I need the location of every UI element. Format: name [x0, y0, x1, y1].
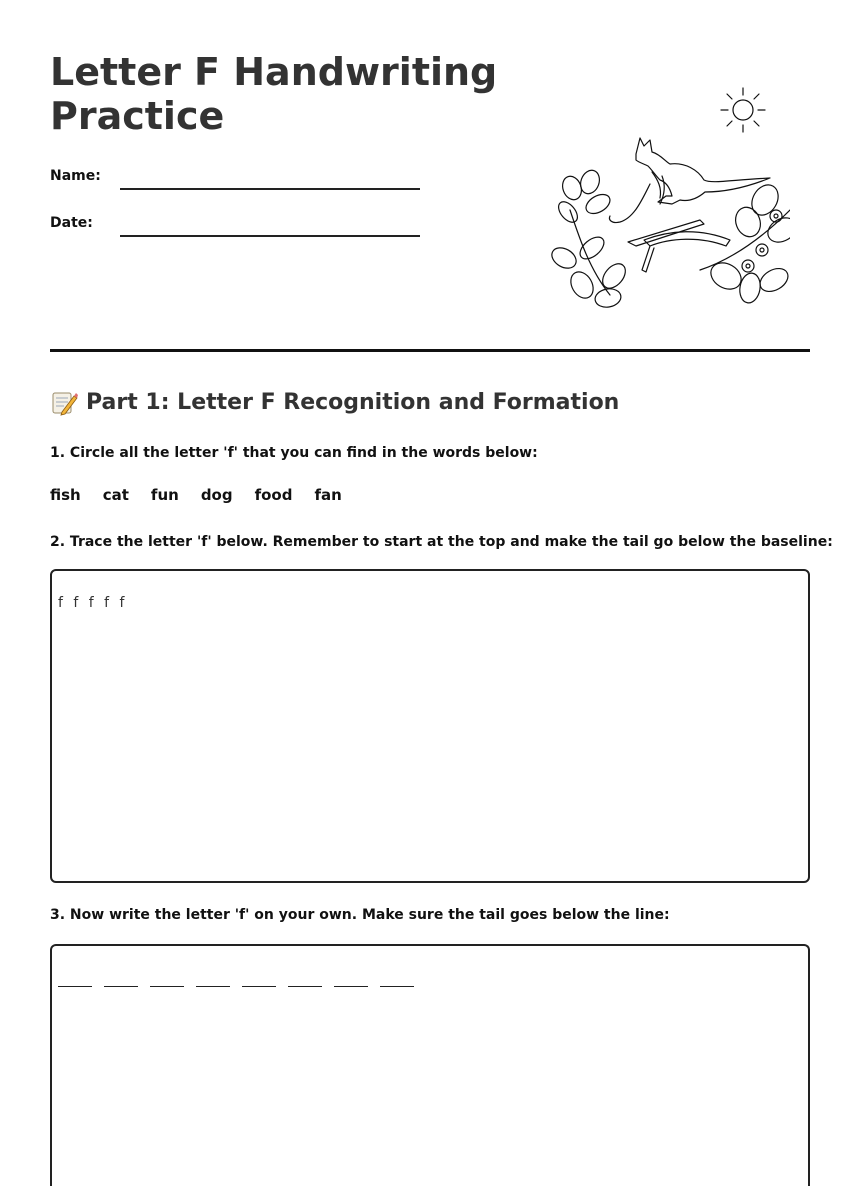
question-1: 1. Circle all the letter 'f' that you can find in the words below:	[50, 445, 538, 461]
word-item[interactable]: cat	[102, 486, 129, 504]
write-blank[interactable]	[104, 968, 138, 987]
memo-icon	[50, 388, 78, 416]
name-field[interactable]	[50, 160, 420, 190]
sun-icon	[721, 88, 765, 132]
worksheet-page	[50, 0, 833, 1161]
question-3: 3. Now write the letter 'f' on your own. Make sure the tail goes below the line:	[50, 907, 670, 923]
date-field[interactable]	[50, 207, 420, 237]
word-item[interactable]: fan	[314, 486, 342, 504]
header-divider	[50, 349, 810, 352]
write-blank[interactable]	[150, 968, 184, 987]
write-blank[interactable]	[380, 968, 414, 987]
question-2: 2. Trace the letter 'f' below. Remember to start at the top and make the tail go below the baseline:	[50, 534, 833, 550]
write-blank[interactable]	[242, 968, 276, 987]
write-blank[interactable]	[334, 968, 368, 987]
kangaroo-icon	[609, 138, 770, 223]
name-label: Name:	[50, 168, 101, 184]
word-item[interactable]: fun	[150, 486, 179, 504]
part1-title	[50, 388, 619, 416]
write-blank[interactable]	[196, 968, 230, 987]
word-item[interactable]: fish	[50, 486, 81, 504]
gum-leaves-left-icon	[550, 168, 630, 309]
write-blanks	[58, 968, 414, 987]
part1-title-text: Part 1: Letter F Recognition and Formation	[86, 389, 620, 415]
name-line[interactable]	[120, 187, 420, 190]
trace-letters: f f f f f	[58, 595, 125, 611]
write-blank[interactable]	[288, 968, 322, 987]
date-label: Date:	[50, 215, 93, 231]
date-line[interactable]	[120, 234, 420, 237]
write-box[interactable]	[50, 944, 810, 1186]
word-item[interactable]: food	[254, 486, 293, 504]
word-item[interactable]: dog	[200, 486, 233, 504]
word-list	[50, 486, 342, 504]
kangaroo-illustration	[550, 80, 790, 320]
page-title: Letter F Handwriting Practice	[50, 50, 498, 138]
trace-box[interactable]	[50, 569, 810, 883]
write-blank[interactable]	[58, 968, 92, 987]
